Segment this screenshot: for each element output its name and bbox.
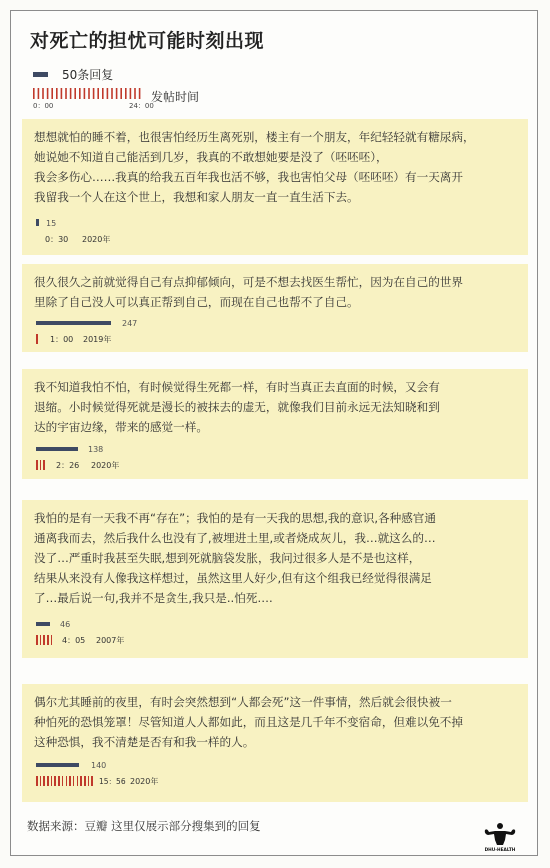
reply-time: 1：00 <box>50 335 74 344</box>
legend-hour-tick <box>134 88 136 99</box>
reply-time-ticks <box>36 635 54 645</box>
legend-time-start: 0：00 <box>33 102 54 110</box>
logo-text: DHU-HEALTH <box>484 848 516 852</box>
hour-tick <box>36 334 38 344</box>
reply-time: 4：05 <box>62 636 86 645</box>
legend-count-bar <box>33 72 48 77</box>
legend-hour-tick <box>84 88 86 99</box>
legend-time <box>33 86 233 116</box>
bodybuilder-icon <box>483 822 517 852</box>
hour-tick <box>43 635 45 645</box>
reply-text: 偶尔尤其睡前的夜里，有时会突然想到“人都会死”这一件事情，然后就会很快被一 种怕死的恐惧笼罩！尽管知道人人都如此，而且这是几千年不变宿命，但难以免不掉 这种恐惧，我不清楚是否有和我一样的人。 <box>34 695 463 749</box>
legend-hour-tick <box>111 88 113 99</box>
hour-tick <box>47 776 49 786</box>
legend-hour-tick <box>79 88 81 99</box>
legend-time-end: 24：00 <box>129 102 154 110</box>
reply-metric <box>36 620 296 652</box>
legend-hour-tick <box>125 88 127 99</box>
reply-time: 15：56 <box>99 777 126 786</box>
reply-time-ticks <box>36 334 40 344</box>
reply-text: 我怕的是有一天我不再“存在”；我怕的是有一天我的思想,我的意识,各种感官通 通离我而去，然后我什么也没有了,被埋进土里,或者烧成灰儿，我…就这么的… 没了…严重时我甚至失眠,想到死就脑袋发胀，我问过很多人是不是也这样， 结果从来没有人像我这样想过，虽然这里人好少,但有这个组我已经觉得很满足 了…最后说一句,我并不是贪生,我只是..怕死…. <box>34 511 436 605</box>
hour-tick <box>40 635 42 645</box>
legend-hour-tick <box>70 88 72 99</box>
reply-card <box>22 264 528 352</box>
reply-time-ticks <box>36 460 47 470</box>
legend-hour-tick <box>130 88 132 99</box>
reply-year: 2007年 <box>96 636 125 645</box>
hour-tick <box>43 776 45 786</box>
hour-tick <box>40 776 42 786</box>
legend-hour-tick <box>116 88 118 99</box>
reply-time: 2：26 <box>56 461 80 470</box>
reply-card <box>22 684 528 802</box>
reply-count-bar <box>36 622 50 626</box>
reply-metric <box>36 445 296 477</box>
reply-count: 138 <box>88 445 104 454</box>
reply-metric <box>36 761 296 793</box>
legend-hour-tick <box>38 88 40 99</box>
hour-tick <box>80 776 82 786</box>
reply-count: 140 <box>91 761 107 770</box>
reply-time-ticks <box>36 776 95 786</box>
reply-year: 2020年 <box>130 777 159 786</box>
reply-text: 很久很久之前就觉得自己有点抑郁倾向，可是不想去找医生帮忙，因为在自己的世界 里除了自己没人可以真正帮到自己，而现在自己也帮不了自己。 <box>34 275 463 309</box>
legend-hour-tick <box>42 88 44 99</box>
reply-year: 2020年 <box>82 235 111 244</box>
legend-hour-tick <box>139 88 141 99</box>
legend-hour-tick <box>88 88 90 99</box>
reply-count: 247 <box>122 319 138 328</box>
legend-count-label: 50条回复 <box>62 68 114 82</box>
hour-tick <box>36 460 38 470</box>
reply-count-bar <box>36 321 111 325</box>
source-note: 数据来源：豆瓣 这里仅展示部分搜集到的回复 <box>27 819 261 833</box>
hour-tick <box>88 776 90 786</box>
reply-metric <box>36 219 296 251</box>
hour-tick <box>73 776 75 786</box>
hour-tick <box>84 776 86 786</box>
hour-tick <box>36 776 38 786</box>
hour-tick <box>40 460 42 470</box>
legend-hour-tick <box>93 88 95 99</box>
reply-time: 0：30 <box>45 235 69 244</box>
reply-count-bar <box>36 763 79 767</box>
hour-tick <box>43 460 45 470</box>
legend-hour-tick <box>107 88 109 99</box>
reply-count-bar <box>36 219 39 226</box>
reply-card <box>22 119 528 255</box>
reply-card <box>22 500 528 658</box>
hour-tick <box>51 776 53 786</box>
legend-hour-tick <box>120 88 122 99</box>
legend-hour-tick <box>56 88 58 99</box>
legend-time-ticks <box>33 86 147 100</box>
reply-text: 我不知道我怕不怕，有时候觉得生死都一样，有时当真正去直面的时候，又会有 退缩。小时候觉得死就是漫长的被抹去的虚无，就像我们目前永远无法知晓和到 达的宇宙边缘，带来的感觉一样。 <box>34 380 440 434</box>
reply-metric <box>36 319 296 351</box>
legend-hour-tick <box>51 88 53 99</box>
hour-tick <box>47 635 49 645</box>
reply-text: 想想就怕的睡不着，也很害怕经历生离死别，楼主有一个朋友，年纪轻轻就有糖尿病， 她说她不知道自己能活到几岁，我真的不敢想她要是没了（呸呸呸）， 我会多伤心……我真的给我五百年我也活不够，我也害怕父母（呸呸呸）有一天离开 我留我一个人在这个世上，我想和家人朋友一直一直生活下去。 <box>34 130 475 204</box>
legend-hour-tick <box>47 88 49 99</box>
hour-tick <box>54 776 56 786</box>
legend-count <box>33 66 113 83</box>
legend-hour-tick <box>33 88 35 99</box>
reply-count: 15 <box>46 219 57 228</box>
legend-hour-tick <box>97 88 99 99</box>
hour-tick <box>36 635 38 645</box>
hour-tick <box>77 776 79 786</box>
page-title: 对死亡的担忧可能时刻出现 <box>30 30 265 52</box>
reply-count-bar <box>36 447 78 451</box>
hour-tick <box>91 776 93 786</box>
legend-hour-tick <box>61 88 63 99</box>
legend-hour-tick <box>65 88 67 99</box>
reply-card <box>22 369 528 479</box>
hour-tick <box>66 776 68 786</box>
reply-year: 2019年 <box>83 335 112 344</box>
legend-hour-tick <box>74 88 76 99</box>
legend-hour-tick <box>102 88 104 99</box>
reply-year: 2020年 <box>91 461 120 470</box>
legend-time-label: 发帖时间 <box>151 90 200 104</box>
hour-tick <box>69 776 71 786</box>
reply-count: 46 <box>60 620 71 629</box>
hour-tick <box>58 776 60 786</box>
hour-tick <box>62 776 64 786</box>
hour-tick <box>51 635 53 645</box>
